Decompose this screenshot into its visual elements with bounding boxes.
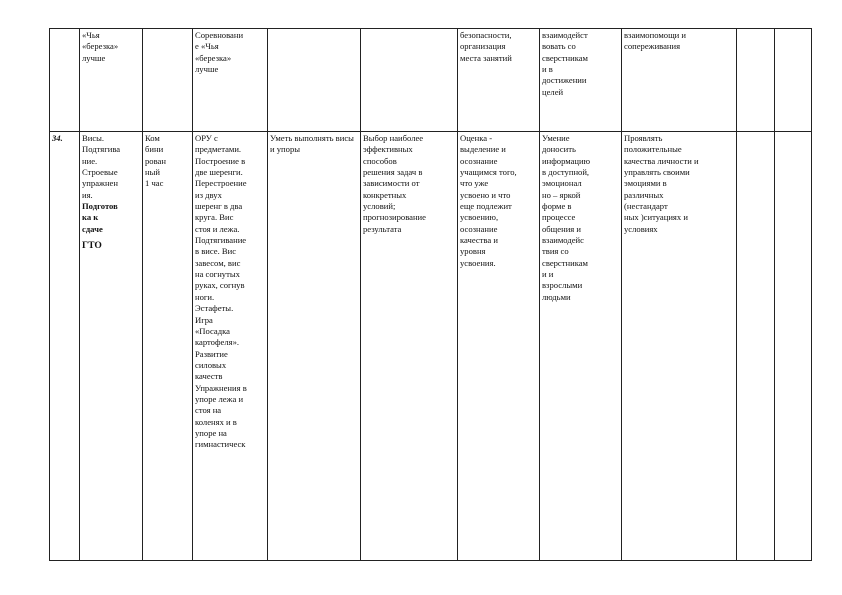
gto-label: ГТО (82, 240, 102, 252)
cell-regulatory: безопасности, организация места занятий (458, 29, 540, 132)
table-row (50, 29, 812, 132)
cell-number: 34. (50, 132, 80, 561)
cell-subject-results (268, 29, 361, 132)
cell-content: ОРУ с предметами. Построение в две шеренги. Перестроение из двух шеренг в два круга. Вис стоя и лежа. Подтягивание в висе. Вис завесом, вис на согнутых руках, согнув ноги. Эстафеты. Игра «Посадка картофеля». Развитие силовых качеств Упражнения в упоре лежа и стоя на коленях и в упоре на гимнастическ (193, 132, 268, 561)
cell-lesson-type: Ком бини рован ный 1 час (143, 132, 193, 561)
cell-content: Соревновани е «Чья «березка» лучше (193, 29, 268, 132)
cell-date-plan (737, 29, 775, 132)
cell-personal: Проявлять положительные качества личности и управлять своими эмоциями в различных (нестандарт ных )ситуациях и условиях (622, 132, 737, 561)
cell-personal: взаимопомощи и сопереживания (622, 29, 737, 132)
cell-communicative: взаимодейст вовать со сверстникам и в достижении целей (540, 29, 622, 132)
cell-lesson-type (143, 29, 193, 132)
cell-regulatory: Оценка - выделение и осознание учащимся того, что уже усвоено и что еще подлежит усвоению, осознание качества и уровня усвоения. (458, 132, 540, 561)
cell-subject-results: Уметь выполнять висы и упоры (268, 132, 361, 561)
table-row (50, 132, 812, 561)
cell-cognitive: Выбор наиболее эффективных способов решения задач в зависимости от конкретных условий; прогнозирование результата (361, 132, 458, 561)
cell-number (50, 29, 80, 132)
cell-date-fact (775, 29, 812, 132)
cell-communicative: Умение доносить информацию в доступной, эмоционал но – яркой форме в процессе общения и взаимодейс твия со сверстникам и и взрослыми людьми (540, 132, 622, 561)
lesson-plan-table (49, 28, 812, 561)
cell-topic: Висы. Подтягива ние. Строевые упражнен ия. Подготов ка к сдаче ГТО (80, 132, 143, 561)
cell-date-plan (737, 132, 775, 561)
cell-date-fact (775, 132, 812, 561)
cell-topic: «Чья «березка» лучше (80, 29, 143, 132)
cell-cognitive (361, 29, 458, 132)
